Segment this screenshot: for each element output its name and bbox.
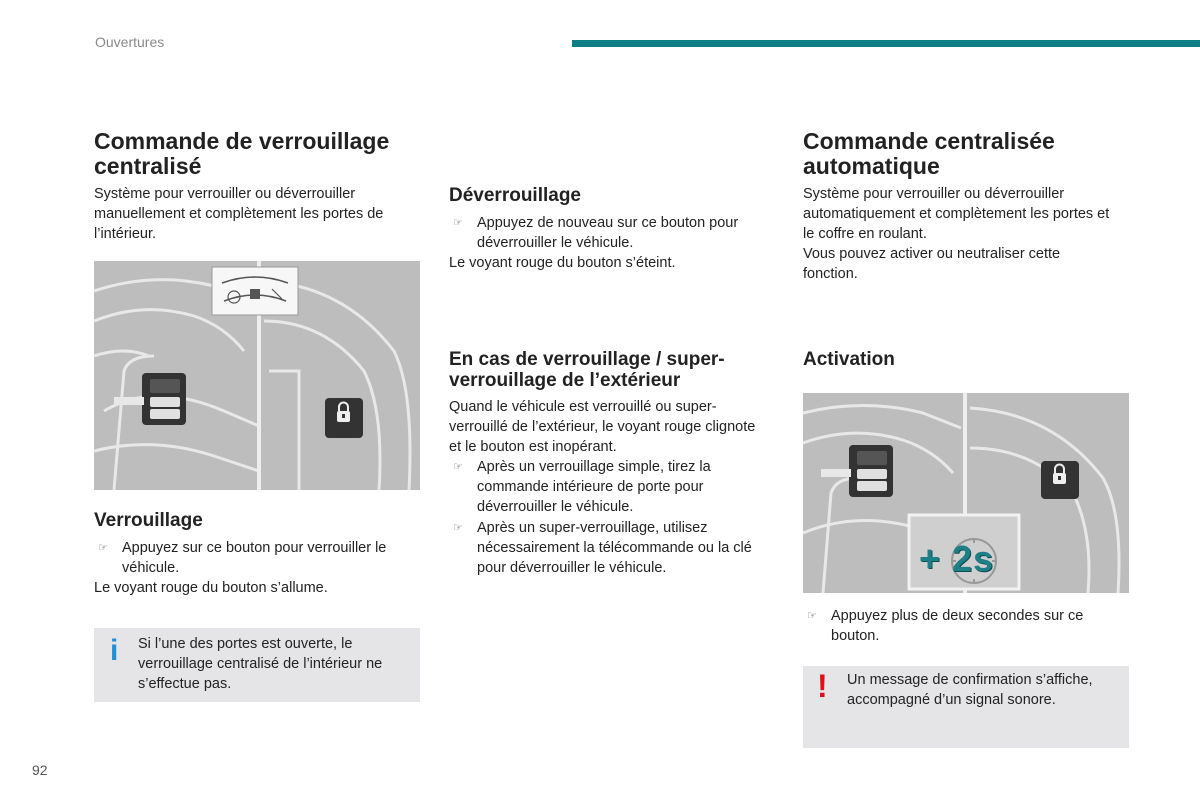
lock-bullet: ☞ Appuyez sur ce bouton pour verrouiller le véhicule. <box>98 540 387 576</box>
page-number: 92 <box>32 762 48 778</box>
activation-bullet: ☞ Appuyez plus de deux secondes sur ce bouton. <box>807 608 1084 644</box>
exclamation-icon: ! <box>817 668 828 704</box>
warning-text: Un message de confirmation s’affiche, accompagné d’un signal sonore. <box>847 672 1093 708</box>
col3-title <box>803 129 1143 179</box>
header-accent-bar <box>572 40 1200 47</box>
lock-note: Le voyant rouge du bouton s’allume. <box>94 580 328 596</box>
pointing-hand-icon: ☞ <box>807 610 817 622</box>
pointing-hand-icon: ☞ <box>98 542 108 554</box>
unlock-heading: Déverrouillage <box>449 185 581 206</box>
hold-two-seconds-badge: + 2s <box>919 538 995 579</box>
pointing-hand-icon: ☞ <box>453 461 463 473</box>
warning-box <box>803 666 1129 748</box>
section-label: Ouvertures <box>95 34 165 50</box>
info-icon: i <box>110 634 119 667</box>
activation-illustration <box>803 393 1129 593</box>
exterior-bullet-super: ☞ Après un super-verrouillage, utilisez nécessairement la télécommande ou la clé pour déverrouiller le véhicule. <box>453 520 752 576</box>
col1-title-line2: centralisé <box>94 153 202 179</box>
col3-title-line1: Commande centralisée <box>803 128 1055 154</box>
col1-title-line1: Commande de verrouillage <box>94 128 390 154</box>
lock-heading: Verrouillage <box>94 510 203 531</box>
col1-title <box>94 129 434 179</box>
activation-heading: Activation <box>803 349 895 370</box>
dashboard-drawing <box>94 261 420 490</box>
unlock-note: Le voyant rouge du bouton s’éteint. <box>449 255 676 271</box>
col3-intro: Système pour verrouiller ou déverrouiller automatiquement et complètement les portes et le coffre en roulant. Vous pouvez activer ou neutraliser cette fonction. <box>803 186 1110 282</box>
exterior-lock-text: Quand le véhicule est verrouillé ou super- verrouillé de l’extérieur, le voyant rouge clignote et le bouton est inopérant. <box>449 399 756 455</box>
info-text: Si l’une des portes est ouverte, le verrouillage centralisé de l’intérieur ne s’effectue pas. <box>138 636 383 692</box>
exterior-lock-heading: En cas de verrouillage / super- verrouillage de l’extérieur <box>449 349 725 391</box>
info-box <box>94 628 420 702</box>
dashboard-lock-button-illustration <box>94 261 420 490</box>
pointing-hand-icon: ☞ <box>453 217 463 229</box>
exterior-bullet-simple: ☞ Après un verrouillage simple, tirez la commande intérieure de porte pour déverrouiller le véhicule. <box>453 459 711 515</box>
col3-title-line2: automatique <box>803 153 940 179</box>
unlock-bullet: ☞ Appuyez de nouveau sur ce bouton pour déverrouiller le véhicule. <box>453 215 739 251</box>
pointing-hand-icon: ☞ <box>453 522 463 534</box>
col1-intro: Système pour verrouiller ou déverrouiller manuellement et complètement les portes de l’intérieur. <box>94 186 384 242</box>
